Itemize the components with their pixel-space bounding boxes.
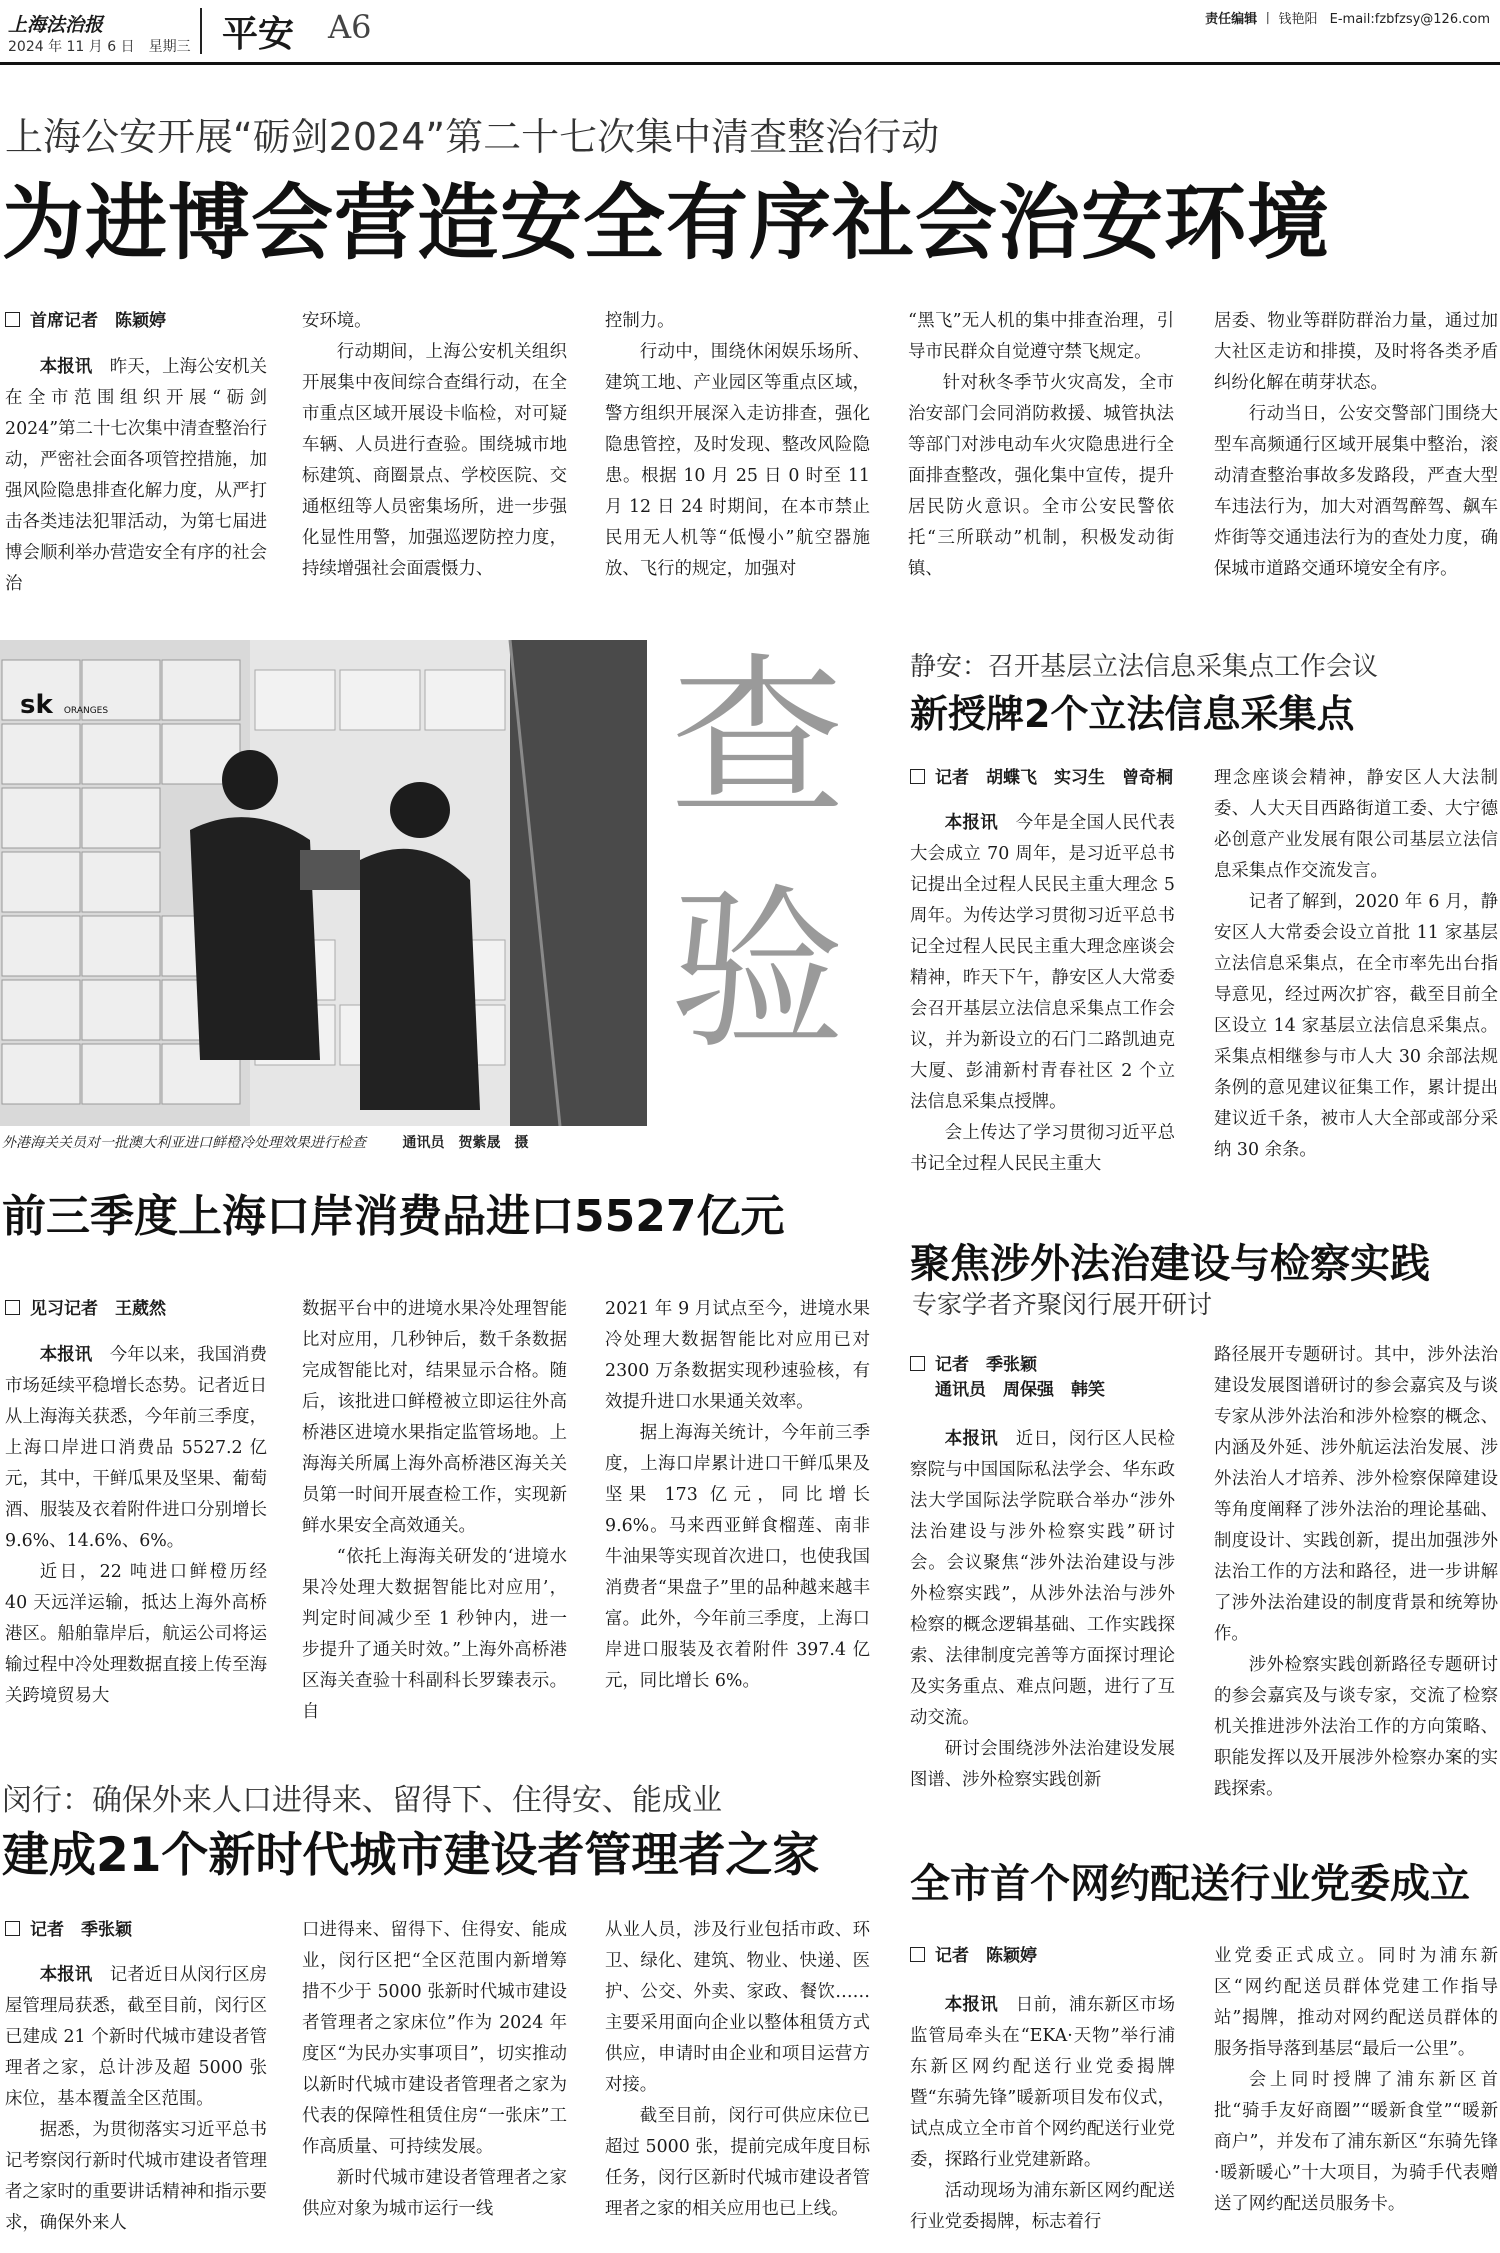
lead-word: 本报讯 bbox=[944, 813, 998, 833]
editor-label: 责任编辑 bbox=[1205, 12, 1258, 27]
byline-text: 记者 季张颖 bbox=[935, 1355, 1037, 1375]
foreign-law-col1-text-b: 研讨会围绕涉外法治建设发展图谱、涉外检察实践创新 bbox=[910, 1739, 1175, 1790]
lead-col2-text-b: 行动期间，上海公安机关组织开展集中夜间综合查缉行动，在全市重点区域开展设卡临检，对可疑车辆、人员进行查验。围绕城市地标建筑、商圈景点、学校医院、交通枢纽等人员密集场所，进一步强化显性用警，加强巡逻防控力度，持续增强社会面震慑力、 bbox=[302, 342, 567, 579]
byline-square-icon bbox=[910, 1356, 925, 1371]
minhang-col3-text-b: 截至目前，闵行可供应床位已超过 5000 张，提前完成年度目标任务，闵行区新时代城市建设者管理者之家的相关应用也已上线。 bbox=[605, 2106, 870, 2219]
editor-info: 责任编辑 丨 钱艳阳 E-mail:fzbfzsy@126.com bbox=[1205, 12, 1490, 27]
jingan-col-2 bbox=[1214, 763, 1498, 1166]
jingan-col1-text-b: 会上传达了学习贯彻习近平总书记全过程人民民主重大 bbox=[910, 1123, 1175, 1174]
jingan-kicker: 静安：召开基层立法信息采集点工作会议 bbox=[910, 652, 1379, 682]
calligraphy-char-1: 查 bbox=[670, 638, 845, 841]
lead-col3-text-b: 行动中，围绕休闲娱乐场所、建筑工地、产业园区等重点区域，警方组织开展深入走访排查，强化隐患管控，及时发现、整改风险隐患。根据 10 月 25 日 0 时至 11 月 12 日 24 时期间，在本市禁止民用无人机等“低慢小”航空器施放、飞行的规定，加强对 bbox=[605, 342, 870, 579]
minhang-col-3 bbox=[605, 1915, 870, 2225]
port-col1-text-b: 近日，22 吨进口鲜橙历经 40 天远洋运输，抵达上海外高桥港区。船舶靠岸后，航运公司将运输过程中冷处理数据直接上传至海关跨境贸易大 bbox=[5, 1562, 267, 1706]
jingan-col-1 bbox=[910, 808, 1175, 1180]
port-col2-text-a: 数据平台中的进境水果冷处理智能比对应用，几秒钟后，数千条数据完成智能比对，结果显示合格。随后，该批进口鲜橙被立即运往外高桥港区进境水果指定监管场地。上海海关所属上海外高桥港区海关关员第一时间开展查检工作，实现新鲜水果安全高效通关。 bbox=[302, 1299, 567, 1536]
lead-word: 本报讯 bbox=[944, 1995, 998, 2015]
minhang-col-1 bbox=[5, 1960, 267, 2239]
lead-col4-text-b: 针对秋冬季节火灾高发，全市治安部门会同消防救援、城管执法等部门对涉电动车火灾隐患进行全面排查整改，强化集中宣传，提升居民防火意识。全市公安民警依托“三所联动”机制，积极发动街镇、 bbox=[908, 373, 1174, 579]
jingan-col2-text-a: 理念座谈会精神，静安区人大法制委、人大天目西路街道工委、大宁德必创意产业发展有限公司基层立法信息采集点作交流发言。 bbox=[1214, 768, 1498, 881]
port-byline bbox=[5, 1294, 166, 1319]
box-brand-text: sk bbox=[20, 690, 53, 720]
lead-col-2 bbox=[302, 306, 567, 585]
delivery-col-1 bbox=[910, 1990, 1175, 2238]
editor-email: E-mail:fzbfzsy@126.com bbox=[1329, 12, 1490, 27]
lead-col5-text-b: 行动当日，公安交警部门围绕大型车高频通行区域开展集中整治，滚动清查整治事故多发路段，严查大型车违法行为，加大对酒驾醉驾、飙车炸街等交通违法行为的查处力度，确保城市道路交通环境安全有序。 bbox=[1214, 404, 1498, 579]
minhang-col1-text-b: 据悉，为贯彻落实习近平总书记考察闵行新时代城市建设者管理者之家时的重要讲话精神和指示要求，确保外来人 bbox=[5, 2120, 267, 2233]
port-col-1 bbox=[5, 1340, 267, 1712]
delivery-col2-text-a: 业党委正式成立。同时为浦东新区“网约配送员群体党建工作指导站”揭牌，推动对网约配送员群体的服务指导落到基层“最后一公里”。 bbox=[1214, 1946, 1498, 2059]
minhang-headline: 建成21个新时代城市建设者管理者之家 bbox=[2, 1828, 820, 1883]
foreign-law-col-1 bbox=[910, 1424, 1175, 1796]
port-col3-text-b: 据上海海关统计，今年前三季度，上海口岸累计进口干鲜瓜果及坚果 173 亿元，同比增长 9.6%。马来西亚鲜食榴莲、南非牛油果等实现首次进口，也使我国消费者“果盘子”里的品种越来越丰富。此外，今年前三季度，上海口岸进口服装及衣着附件 397.4 亿元，同比增长 6%。 bbox=[605, 1423, 870, 1691]
lead-word: 本报讯 bbox=[39, 1345, 93, 1365]
byline-text: 记者 季张颖 bbox=[30, 1920, 132, 1940]
photo-caption bbox=[2, 1132, 528, 1152]
delivery-byline bbox=[910, 1941, 1037, 1966]
minhang-col2-text-a: 口进得来、留得下、住得安、能成业，闵行区把“全区范围内新增筹措不少于 5000 张新时代城市建设者管理者之家床位”作为 2024 年度区“为民办实事项目”，切实推动以新时代城市建设者管理者之家为代表的保障性租赁住房“一张床”工作高质量、可持续发展。 bbox=[302, 1920, 567, 2157]
byline-text: 记者 陈颖婷 bbox=[935, 1946, 1037, 1966]
box-brand-label bbox=[20, 690, 108, 720]
byline-text: 见习记者 王葳然 bbox=[30, 1299, 166, 1319]
lead-col2-text-a: 安环境。 bbox=[302, 311, 372, 331]
section-name: 平安 bbox=[222, 14, 295, 55]
foreign-law-headline: 聚焦涉外法治建设与检察实践 bbox=[910, 1241, 1430, 1287]
jingan-byline bbox=[910, 763, 1173, 788]
editor-name: 钱艳阳 bbox=[1278, 12, 1318, 27]
lead-col4-text-a: “黑飞”无人机的集中排查治理，引导市民群众自觉遵守禁飞规定。 bbox=[908, 311, 1174, 362]
delivery-col-2 bbox=[1214, 1941, 1498, 2220]
byline-square-icon bbox=[910, 1947, 925, 1962]
lead-word: 本报讯 bbox=[39, 1965, 93, 1985]
byline-text: 首席记者 陈颖婷 bbox=[30, 311, 166, 331]
port-col3-text-a: 2021 年 9 月试点至今，进境水果冷处理大数据智能比对应用已对 2300 万条数据实现秒速验核，有效提升进口水果通关效率。 bbox=[605, 1299, 870, 1412]
port-headline: 前三季度上海口岸消费品进口5527亿元 bbox=[2, 1191, 785, 1242]
foreign-law-byline bbox=[910, 1350, 1105, 1400]
lead-col-3 bbox=[605, 306, 870, 585]
minhang-col3-text-a: 从业人员，涉及行业包括市政、环卫、绿化、建筑、物业、快递、医护、公交、外卖、家政、餐饮……主要采用面向企业以整体租赁方式供应，申请时由企业和项目运营方对接。 bbox=[605, 1920, 870, 2095]
byline-square-icon bbox=[5, 312, 20, 327]
masthead-rule bbox=[0, 62, 1500, 65]
lead-word: 本报讯 bbox=[944, 1429, 998, 1449]
delivery-col1-text: 日前，浦东新区市场监管局牵头在“EKA·天物”举行浦东新区网约配送行业党委揭牌暨“东骑先锋”暖新项目发布仪式，试点成立全市首个网约配送行业党委，探路行业党建新路。 bbox=[910, 1995, 1175, 2170]
delivery-col1-text-b: 活动现场为浦东新区网约配送行业党委揭牌，标志着行 bbox=[910, 2181, 1175, 2232]
minhang-col1-text: 记者近日从闵行区房屋管理局获悉，截至目前，闵行区已建成 21 个新时代城市建设者管理者之家，总计涉及超 5000 张床位，基本覆盖全区范围。 bbox=[5, 1965, 267, 2109]
byline-square-icon bbox=[910, 769, 925, 784]
page-number: A6 bbox=[328, 8, 372, 46]
calligraphy-char-2: 验 bbox=[670, 870, 845, 1073]
port-col1-text: 今年以来，我国消费市场延续平稳增长态势。记者近日从上海海关获悉，今年前三季度，上海口岸进口消费品 5527.2 亿元，其中，干鲜瓜果及坚果、葡萄酒、服装及衣着附件进口分别增长 9.6%、14.6%、6%。 bbox=[5, 1345, 267, 1551]
jingan-col1-text: 今年是全国人民代表大会成立 70 周年，是习近平总书记提出全过程人民民主重大理念 5 周年。为传达学习贯彻习近平总书记全过程人民民主重大理念座谈会精神，昨天下午，静安区人大常委会召开基层立法信息采集点工作会议，并为新设立的石门二路凯迪克大厦、彭浦新村青春社区 2 个立法信息采集点授牌。 bbox=[910, 813, 1175, 1112]
byline-square-icon bbox=[5, 1300, 20, 1315]
lead-headline: 为进博会营造安全有序社会治安环境 bbox=[2, 176, 1331, 271]
minhang-col-2 bbox=[302, 1915, 567, 2225]
foreign-law-col1-text: 近日，闵行区人民检察院与中国国际私法学会、华东政法大学国际法学院联合举办“涉外法治建设与涉外检察实践”研讨会。会议聚焦“涉外法治建设与涉外检察实践”，从涉外法治与涉外检察的概念逻辑基础、工作实践探索、法律制度完善等方面探讨理论及实务重点、难点问题，进行了互动交流。 bbox=[910, 1429, 1175, 1728]
lead-col-5 bbox=[1214, 306, 1498, 585]
minhang-kicker: 闵行：确保外来人口进得来、留得下、住得安、能成业 bbox=[2, 1783, 722, 1818]
foreign-law-subtitle: 专家学者齐聚闵行展开研讨 bbox=[912, 1290, 1213, 1319]
byline-square-icon bbox=[5, 1921, 20, 1936]
port-col-2 bbox=[302, 1294, 567, 1728]
masthead bbox=[0, 0, 1500, 62]
port-col2-text-b: “依托上海海关研发的‘进境水果冷处理大数据智能比对应用’，判定时间减少至 1 秒钟内，进一步提升了通关时效。”上海外高桥港区海关查验十科副科长罗臻表示。自 bbox=[302, 1547, 567, 1722]
lead-col5-text-a: 居委、物业等群防群治力量，通过加大社区走访和排摸，及时将各类矛盾纠纷化解在萌芽状态。 bbox=[1214, 311, 1498, 393]
delivery-headline: 全市首个网约配送行业党委成立 bbox=[910, 1861, 1470, 1907]
lead-col-4 bbox=[908, 306, 1174, 585]
lead-col-1 bbox=[5, 352, 267, 600]
foreign-law-col2-text-a: 路径展开专题研讨。其中，涉外法治建设发展图谱研讨的参会嘉宾及与谈专家从涉外法治和涉外检察的概念、内涵及外延、涉外航运法治发展、涉外法治人才培养、涉外检察保障建设等角度阐释了涉外法治的理论基础、制度设计、实践创新，提出加强涉外法治工作的方法和路径，进一步讲解了涉外法治建设的制度背景和统筹协作。 bbox=[1214, 1345, 1498, 1644]
photo-caption-text: 外港海关关员对一批澳大利亚进口鲜橙冷处理效果进行检查 bbox=[2, 1135, 366, 1151]
issue-date: 2024 年 11 月 6 日 星期三 bbox=[8, 39, 191, 55]
lead-byline bbox=[5, 306, 166, 331]
news-photo bbox=[0, 640, 647, 1126]
foreign-law-col2-text-b: 涉外检察实践创新路径专题研讨的参会嘉宾及与谈专家，交流了检察机关推进涉外法治工作的方向策略、职能发挥以及开展涉外检察办案的实践探索。 bbox=[1214, 1655, 1498, 1799]
lead-word: 本报讯 bbox=[39, 357, 93, 377]
jingan-headline: 新授牌2个立法信息采集点 bbox=[910, 692, 1355, 736]
minhang-col2-text-b: 新时代城市建设者管理者之家供应对象为城市运行一线 bbox=[302, 2168, 567, 2219]
photo-credit: 通讯员 贺紫晟 摄 bbox=[402, 1135, 529, 1151]
box-oranges-text: ORANGES bbox=[63, 706, 109, 716]
masthead-divider bbox=[200, 8, 202, 54]
lead-kicker: 上海公安开展“砺剑2024”第二十七次集中清查整治行动 bbox=[5, 115, 940, 159]
byline-text: 记者 胡蝶飞 实习生 曾奇桐 bbox=[935, 768, 1173, 788]
paper-name-logo: 上海法治报 bbox=[8, 14, 104, 36]
minhang-byline bbox=[5, 1915, 132, 1940]
jingan-col2-text-b: 记者了解到，2020 年 6 月，静安区人大常委会设立首批 11 家基层立法信息采集点，在全市率先出台指导意见，经过两次扩容，截至目前全区设立 14 家基层立法信息采集点。采集点相继参与市人大 30 余部法规条例的意见建议征集工作，累计提出建议近千条，被市人大全部或部分采纳 30 余条。 bbox=[1214, 892, 1498, 1160]
lead-col3-text-a: 控制力。 bbox=[605, 311, 675, 331]
delivery-col2-text-b: 会上同时授牌了浦东新区首批“骑手友好商圈”“暖新食堂”“暖新商户”，并发布了浦东新区“东骑先锋·暖新暖心”十大项目，为骑手代表赠送了网约配送员服务卡。 bbox=[1214, 2070, 1498, 2214]
byline-text-2: 通讯员 周保强 韩笑 bbox=[935, 1380, 1105, 1400]
lead-col1-text: 昨天，上海公安机关在全市范围组织开展“砺剑 2024”第二十七次集中清查整治行动，严密社会面各项管控措施，加强风险隐患排查化解力度，从严打击各类违法犯罪活动，为第七届进博会顺利举办营造安全有序的社会治 bbox=[5, 357, 267, 594]
foreign-law-col-2 bbox=[1214, 1340, 1498, 1805]
port-col-3 bbox=[605, 1294, 870, 1697]
